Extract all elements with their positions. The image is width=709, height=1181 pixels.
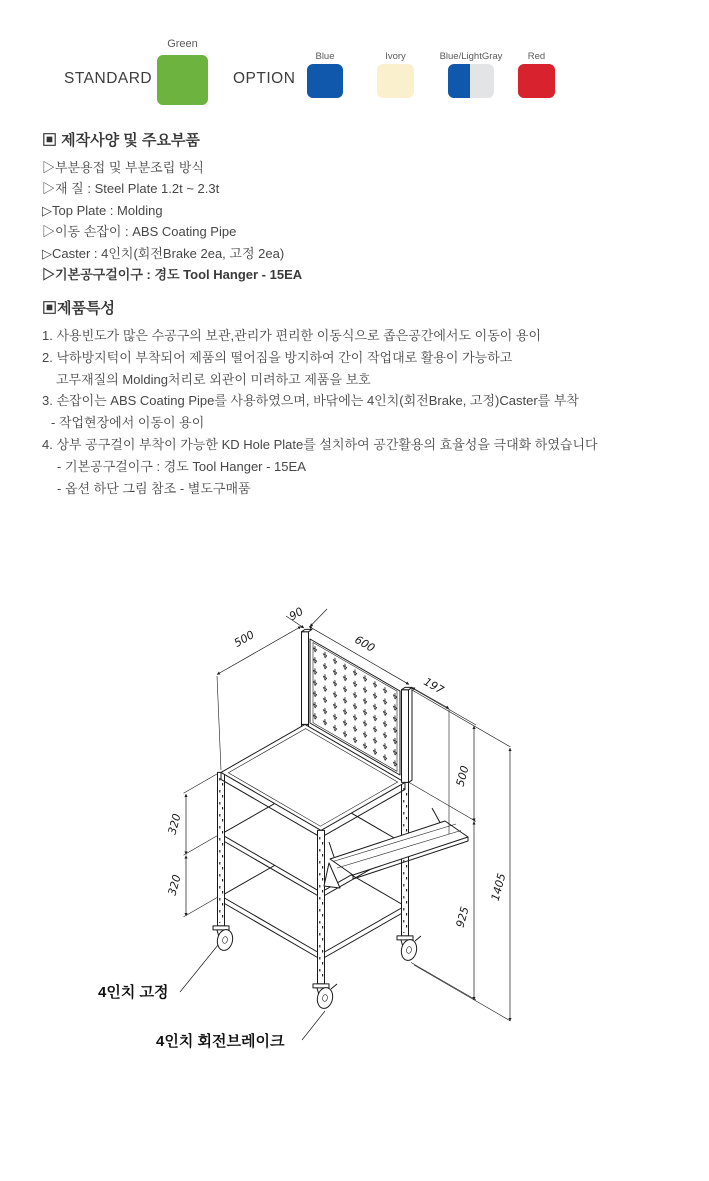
- swatch-red: [518, 64, 555, 98]
- feature-line: 2. 낙하방지턱이 부착되어 제품의 떨어짐을 방지하여 간이 작업대로 활용이 가능하고: [42, 349, 513, 365]
- tool-cart-technical-drawing: [80, 585, 545, 1085]
- dim-label-500-depth: 500: [231, 628, 257, 650]
- callout-fixed-caster: [98, 945, 218, 1001]
- option-label: OPTION: [233, 70, 296, 87]
- spec-item-tool-hanger: ▷기본공구걸이구 : 경도 Tool Hanger - 15EA: [42, 267, 303, 283]
- spec-item: ▷재 질 : Steel Plate 1.2t ~ 2.3t: [42, 181, 220, 197]
- caster-rear-left: [213, 926, 235, 952]
- callout-label-fixed: 4인치 고정: [98, 984, 169, 1001]
- caster-front: [313, 984, 337, 1010]
- swatch-caption-green: Green: [167, 38, 198, 50]
- feature-line: 3. 손잡이는 ABS Coating Pipe를 사용하였으며, 바닦에는 4인치(회전Brake, 고정)Caster를 부착: [42, 393, 579, 409]
- dim-label-197: 197: [421, 675, 447, 697]
- swatch-half-lightgray: [470, 64, 494, 98]
- features-heading: ▣제품특성: [42, 300, 115, 317]
- dim-label-1405: 1405: [488, 871, 509, 903]
- dimension-cap-depth-90: [286, 605, 327, 628]
- standard-label: STANDARD: [64, 70, 153, 87]
- callout-label-swivel: 4인치 회전브레이크: [156, 1033, 285, 1050]
- dimension-shelf-gap-lower-320: [166, 856, 218, 917]
- feature-line: - 옵션 하단 그림 참조 - 별도구매품: [57, 480, 251, 496]
- specs-heading: ▣ 제작사양 및 주요부품: [42, 132, 200, 149]
- feature-line: - 기본공구걸이구 : 경도 Tool Hanger - 15EA: [57, 458, 306, 474]
- feature-line: 1. 사용빈도가 많은 수공구의 보관,관리가 편리한 이동식으로 좁은공간에서도 이동이 용이: [42, 328, 542, 343]
- specs-section: [42, 129, 662, 285]
- swatch-caption-blue-lightgray: Blue/LightGray: [439, 51, 503, 62]
- feature-line: 고무재질의 Molding처리로 외관이 미려하고 제품을 보호: [56, 371, 371, 387]
- swatch-caption-red: Red: [527, 51, 546, 62]
- swatch-blue: [307, 64, 343, 98]
- dim-label-925: 925: [453, 905, 472, 929]
- swatch-caption-blue: Blue: [315, 51, 335, 62]
- swatch-caption-ivory: Ivory: [385, 51, 406, 62]
- dim-label-320-upper: 320: [165, 812, 184, 836]
- swatch-green: [157, 55, 208, 105]
- feature-line: 4. 상부 공구걸이 부착이 가능한 KD Hole Plate를 설치하여 공간활용의 효율성을 극대화 하였습니다: [42, 436, 598, 452]
- dim-label-320-lower: 320: [165, 873, 184, 897]
- features-section: [42, 297, 687, 499]
- swatch-blue-lightgray: [448, 64, 494, 98]
- spec-item: ▷이동 손잡이 : ABS Coating Pipe: [42, 224, 237, 240]
- swatch-half-blue: [448, 64, 470, 98]
- caster-right: [397, 936, 421, 962]
- dim-label-600: 600: [352, 633, 378, 655]
- callout-swivel-brake-caster: [156, 1011, 325, 1050]
- spec-item: ▷Top Plate : Molding: [42, 202, 163, 218]
- cart-left-leg: [218, 772, 225, 926]
- dimension-shelf-gap-upper-320: [166, 773, 218, 855]
- cart-front-leg: [318, 830, 325, 984]
- dim-label-90: 90: [286, 604, 306, 624]
- spec-item: ▷부분용접 및 부분조립 방식: [42, 160, 204, 175]
- swatch-ivory: [377, 64, 414, 98]
- spec-item: ▷Caster : 4인치(회전Brake 2ea, 고정 2ea): [42, 245, 285, 261]
- feature-line: - 작업현장에서 이동이 용이: [51, 415, 205, 431]
- dim-label-500-board: 500: [453, 764, 472, 788]
